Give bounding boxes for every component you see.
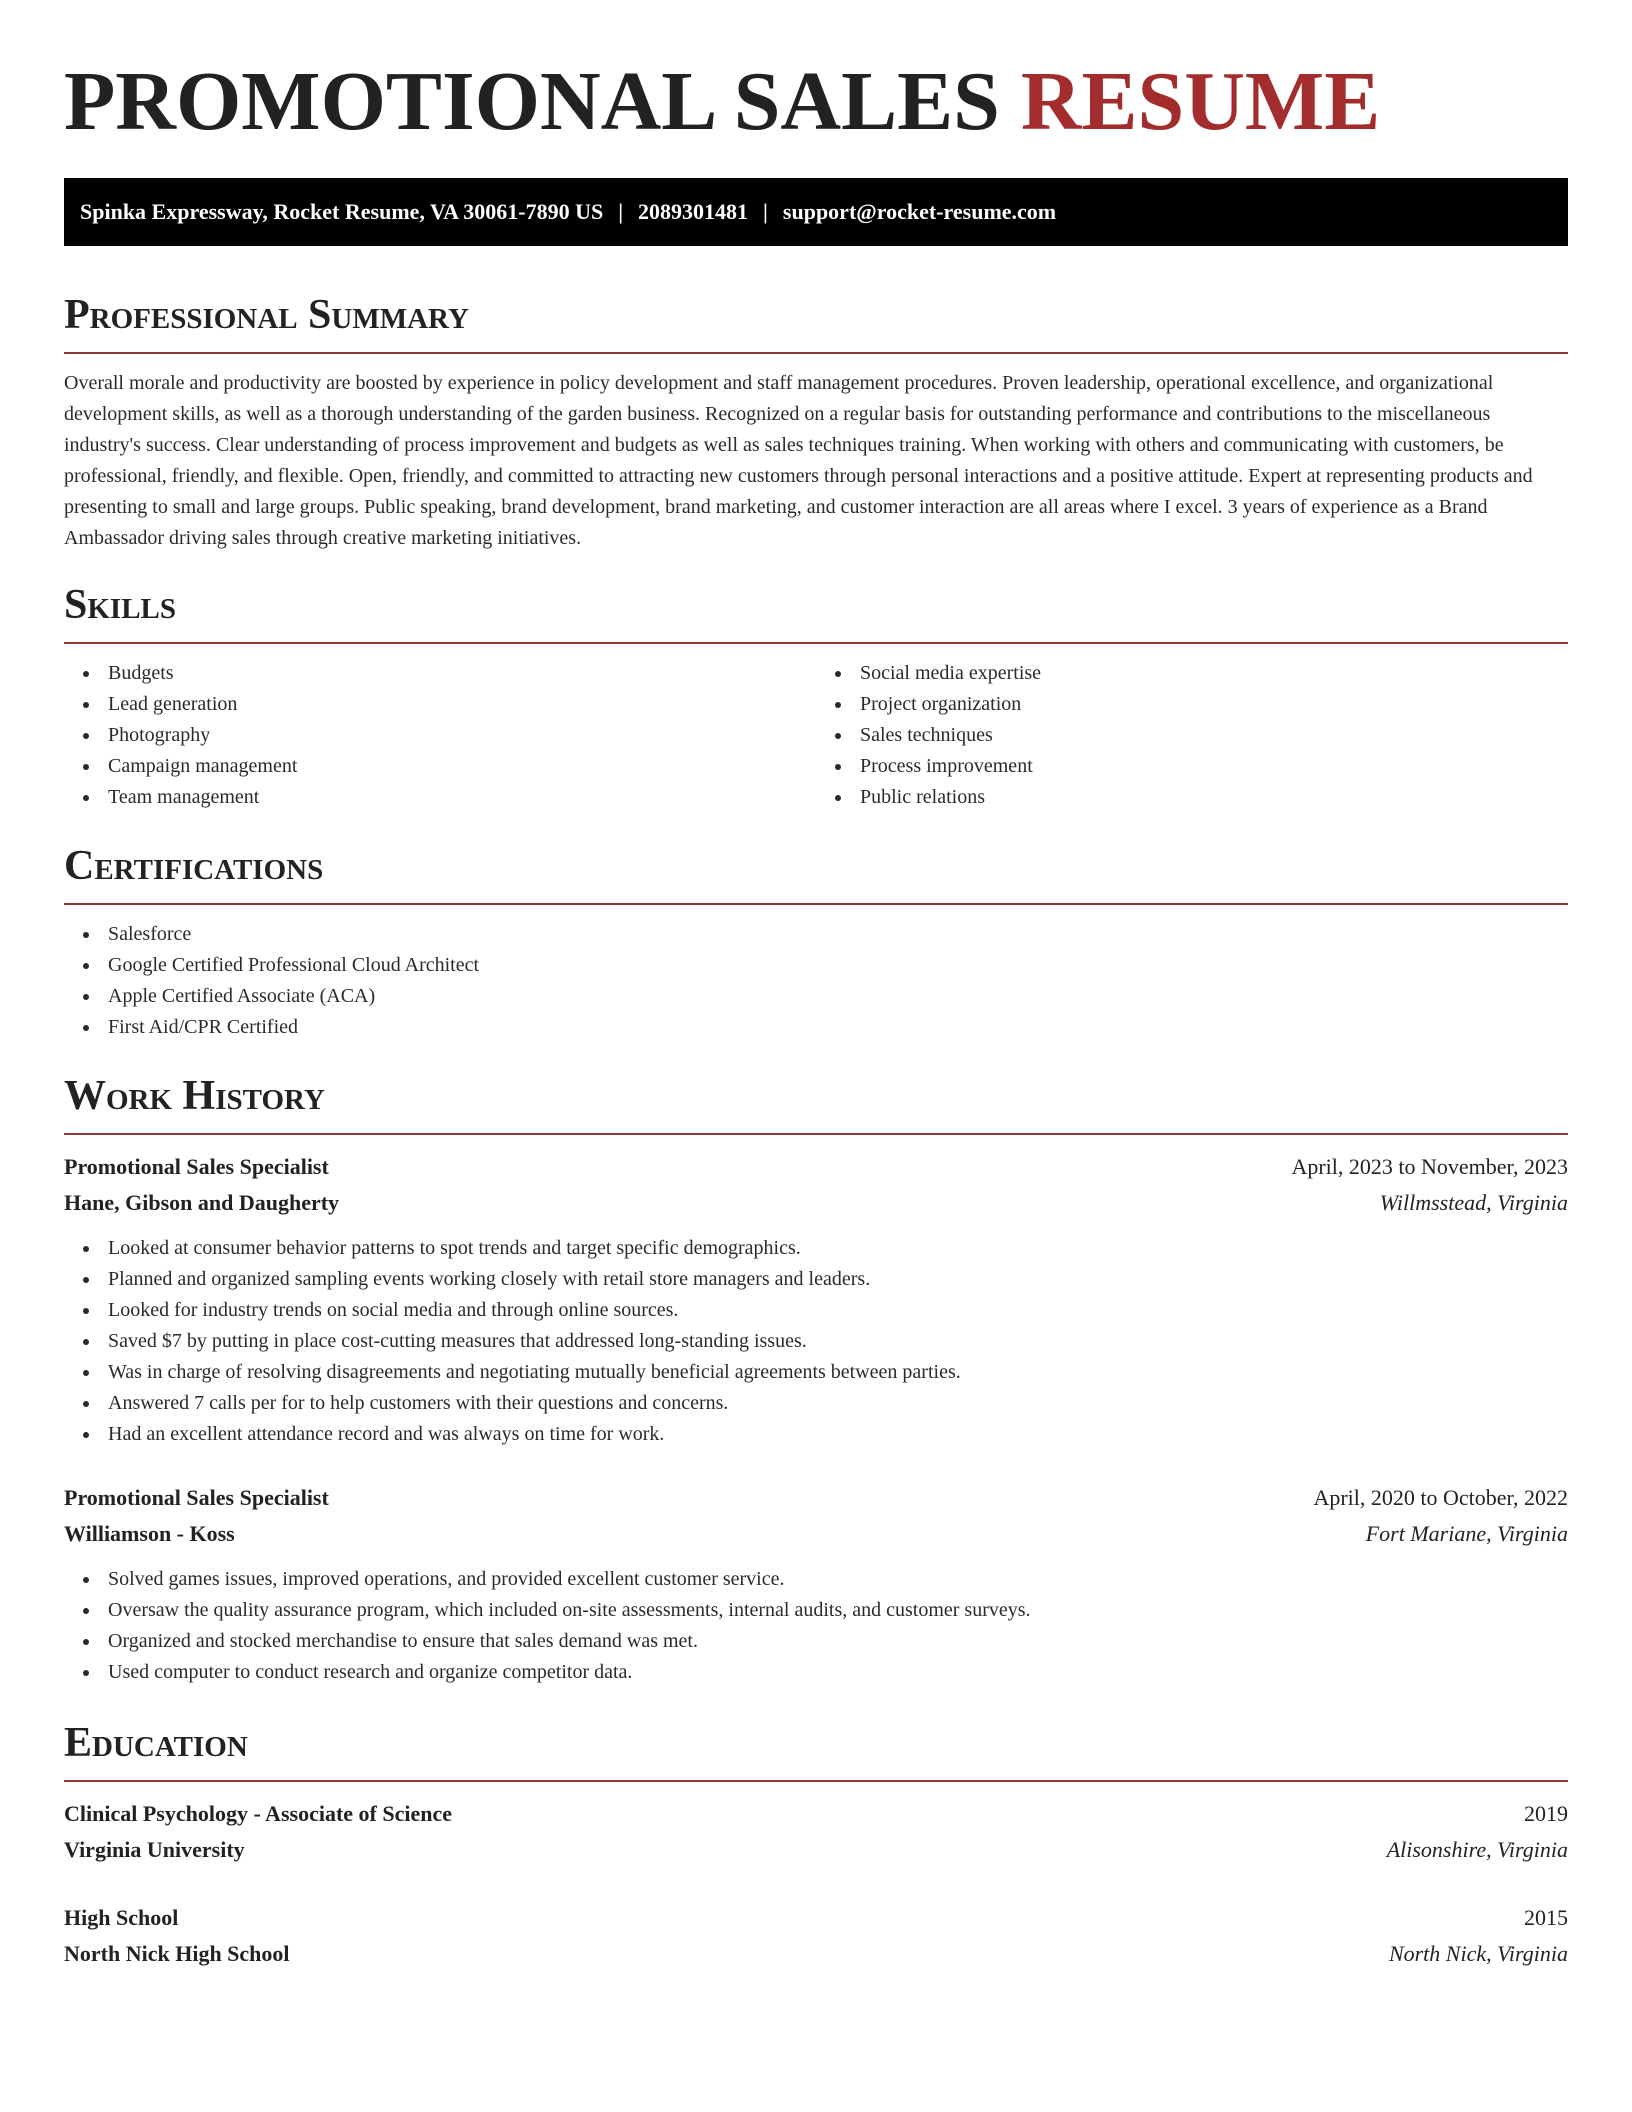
skill-item: Public relations (860, 782, 1568, 813)
certifications-list (64, 919, 1568, 1043)
certification-item: Salesforce (108, 919, 1568, 950)
education-school: North Nick High School (64, 1941, 290, 1966)
section-divider (64, 352, 1568, 354)
contact-bar (64, 178, 1568, 246)
skill-item: Project organization (860, 689, 1568, 720)
education-entry (64, 1796, 1568, 1868)
education-degree-row (64, 1796, 1568, 1832)
certifications-section (64, 841, 1568, 1043)
job-duty-item: Organized and stocked merchandise to ensure that sales demand was met. (108, 1626, 1568, 1657)
job-duty-item: Looked at consumer behavior patterns to spot trends and target specific demographics. (108, 1233, 1568, 1264)
certifications-heading: Certifications (64, 843, 324, 889)
job-duties-list (64, 1564, 1568, 1688)
job-title-row (64, 1149, 1568, 1185)
skill-item: Sales techniques (860, 720, 1568, 751)
section-divider (64, 642, 1568, 644)
job-location: Willmsstead, Virginia (1379, 1190, 1568, 1215)
skill-item: Social media expertise (860, 658, 1568, 689)
job-duty-item: Oversaw the quality assurance program, which included on-site assessments, internal audits, and customer surveys. (108, 1595, 1568, 1626)
certification-item: First Aid/CPR Certified (108, 1012, 1568, 1043)
skill-item: Photography (108, 720, 816, 751)
summary-heading: Professional Summary (64, 292, 469, 338)
skills-heading: Skills (64, 582, 177, 628)
job-company: Hane, Gibson and Daugherty (64, 1190, 340, 1215)
job-duty-item: Saved $7 by putting in place cost-cutting measures that addressed long-standing issues. (108, 1326, 1568, 1357)
job-title: Promotional Sales Specialist (64, 1154, 329, 1179)
job-company-row (64, 1185, 1568, 1221)
skills-grid (64, 658, 1568, 813)
skill-item: Team management (108, 782, 816, 813)
title-main: PROMOTIONAL SALES (64, 55, 1000, 148)
skills-column-right (816, 658, 1568, 813)
summary-section (64, 290, 1568, 554)
education-heading: Education (64, 1720, 248, 1766)
education-school-row (64, 1936, 1568, 1972)
skills-list-right (816, 658, 1568, 813)
education-location: Alisonshire, Virginia (1386, 1837, 1568, 1862)
education-entry (64, 1900, 1568, 1972)
skill-item: Lead generation (108, 689, 816, 720)
education-degree: Clinical Psychology - Associate of Science (64, 1801, 453, 1826)
section-divider (64, 1133, 1568, 1135)
job-company: Williamson - Koss (64, 1521, 235, 1546)
certification-item: Apple Certified Associate (ACA) (108, 981, 1568, 1012)
job-entry (64, 1149, 1568, 1450)
education-year: 2015 (1524, 1905, 1568, 1930)
skill-item: Budgets (108, 658, 816, 689)
work-history-section (64, 1071, 1568, 1688)
job-title-row (64, 1480, 1568, 1516)
job-duty-item: Had an excellent attendance record and was always on time for work. (108, 1419, 1568, 1450)
skills-list-left (64, 658, 816, 813)
section-divider (64, 903, 1568, 905)
job-duty-item: Looked for industry trends on social media and through online sources. (108, 1295, 1568, 1326)
job-company-row (64, 1516, 1568, 1552)
summary-text: Overall morale and productivity are boosted by experience in policy development and staff management procedures. Proven leadership, operational excellence, and organizational development skills, as well as a thorough understanding of the garden business. Recognized on a regular basis for outstanding performance and contributions to the miscellaneous industry's success. Clear understanding of process improvement and budgets as well as sales techniques training. When working with others and communicating with customers, be professional, friendly, and flexible. Open, friendly, and committed to attracting new customers through personal interactions and a positive attitude. Expert at representing products and presenting to small and large groups. Public speaking, brand development, brand marketing, and customer interaction are all areas where I excel. 3 years of experience as a Brand Ambassador driving sales through creative marketing initiatives. (64, 372, 1533, 549)
work-history-heading: Work History (64, 1073, 325, 1119)
education-degree: High School (64, 1905, 179, 1930)
education-section (64, 1718, 1568, 1972)
education-location: North Nick, Virginia (1388, 1941, 1568, 1966)
job-duty-item: Planned and organized sampling events working closely with retail store managers and leaders. (108, 1264, 1568, 1295)
resume-title (64, 52, 1568, 152)
title-accent: RESUME (1020, 55, 1381, 148)
certification-item: Google Certified Professional Cloud Architect (108, 950, 1568, 981)
section-divider (64, 1780, 1568, 1782)
education-school: Virginia University (64, 1837, 245, 1862)
contact-separator: | (618, 199, 624, 224)
job-duty-item: Used computer to conduct research and organize competitor data. (108, 1657, 1568, 1688)
job-title: Promotional Sales Specialist (64, 1485, 329, 1510)
contact-separator: | (763, 199, 768, 224)
contact-phone: 2089301481 (638, 199, 749, 224)
skill-item: Process improvement (860, 751, 1568, 782)
skill-item: Campaign management (108, 751, 816, 782)
contact-email[interactable]: support@rocket-resume.com (782, 199, 1057, 224)
skills-section (64, 580, 1568, 813)
job-duty-item: Was in charge of resolving disagreements and negotiating mutually beneficial agreements between parties. (108, 1357, 1568, 1388)
skills-column-left (64, 658, 816, 813)
job-duties-list (64, 1233, 1568, 1450)
job-duty-item: Solved games issues, improved operations, and provided excellent customer service. (108, 1564, 1568, 1595)
contact-address: Spinka Expressway, Rocket Resume, VA 30061-7890 US (80, 199, 604, 224)
job-duty-item: Answered 7 calls per for to help customers with their questions and concerns. (108, 1388, 1568, 1419)
education-degree-row (64, 1900, 1568, 1936)
job-entry (64, 1480, 1568, 1688)
education-year: 2019 (1524, 1801, 1568, 1826)
education-school-row (64, 1832, 1568, 1868)
job-dates: April, 2020 to October, 2022 (1313, 1485, 1568, 1510)
job-location: Fort Mariane, Virginia (1365, 1521, 1568, 1546)
job-dates: April, 2023 to November, 2023 (1291, 1154, 1568, 1179)
